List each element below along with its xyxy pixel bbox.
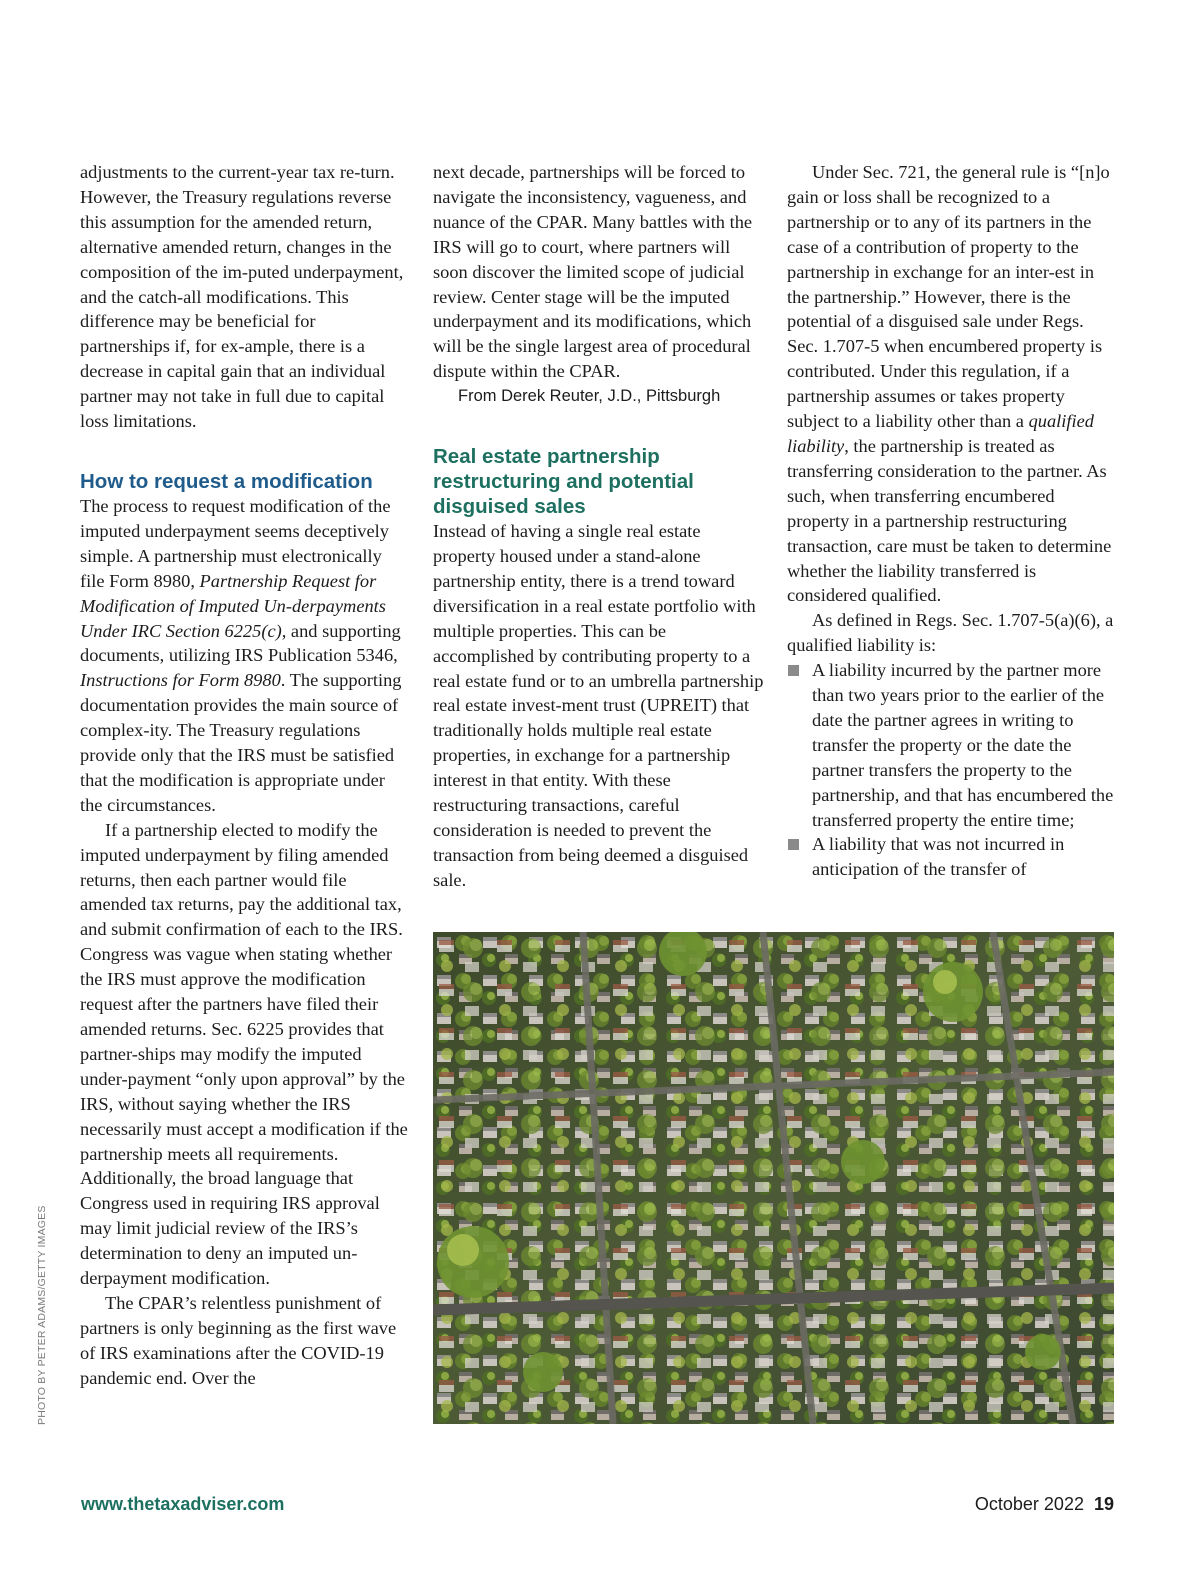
paragraph: adjustments to the current-year tax re-turn. However, the Treasury regulations reverse this assumption for the amended return, alternative amended return, changes in the composition of the im-puted underpayment, and the catch-all modifications. This difference may be beneficial for partnerships if, for ex-ample, there is a decrease in capital gain that an individual partner may not take in full due to capital loss limitations. (80, 162, 404, 432)
paragraph: next decade, partnerships will be forced to navigate the inconsistency, vagueness, and nuance of the CPAR. Many battles with the IRS will go to court, where partners will soon discover the limited scope of judicial review. Center stage will be the imputed underpayment and its modifications, which will be the single largest area of procedural dispute within the CPAR. (433, 162, 753, 382)
author-byline: From Derek Reuter, J.D., Pittsburgh (458, 387, 721, 406)
defined-term: qualified liability (787, 411, 1094, 456)
bullet-list (787, 658, 1117, 882)
paragraph: Under Sec. 721, the general rule is “[n]o gain or loss shall be recognized to a partnership or to any of its partners in the case of a contribution of property to the partnership in exchange for an inter-est in the partnership.” However, there is the potential of a disguised sale under Regs. Sec. 1.707-5 when encumbered property is contributed. Under this regulation, if a partnership assumes or takes property subject to a liability other than a qualified liability, the partnership is treated as transferring consideration to the partner. As such, when transferring encumbered property in a partnership restructuring transaction, care must be taken to determine whether the liability transferred is considered qualified. (787, 162, 1112, 606)
footer-issue-info (975, 1494, 1114, 1515)
square-bullet-icon (788, 839, 799, 850)
issue-date: October 2022 (974, 1494, 1084, 1514)
publication-title: Instructions for Form 8980 (80, 670, 281, 691)
section-heading-modification: How to request a modification (80, 469, 373, 493)
text-column-1 (80, 160, 410, 1391)
form-title: Partnership Request for Modification of Imputed Un-derpayments Under IRC Section 6225(c) (80, 570, 386, 641)
page-number: 19 (1093, 1494, 1114, 1514)
square-bullet-icon (788, 665, 799, 676)
paragraph: As defined in Regs. Sec. 1.707-5(a)(6), a qualified liability is: (787, 610, 1114, 656)
section-heading-real-estate: Real estate partnership restructuring and potential disguised sales (433, 445, 694, 519)
paragraph: Instead of having a single real estate property housed under a stand-alone partnership entity, there is a trend toward diversification in a real estate portfolio with multiple properties. This can be accomplished by contributing property to a real estate fund or to an umbrella partnership real estate invest-ment trust (UPREIT) that traditionally holds multiple real estate properties, in exchange for a partnership interest in that entity. With these restructuring transactions, careful consideration is needed to prevent the transaction from being deemed a disguised sale. (433, 521, 764, 890)
aerial-neighborhood-photo (433, 932, 1114, 1424)
text-column-2 (433, 160, 765, 893)
photo-credit: PHOTO BY PETER ADAMS/GETTY IMAGES (36, 1205, 48, 1425)
paragraph: The CPAR’s relentless punishment of partners is only beginning as the first wave of IRS examinations after the COVID-19 pandemic end. Over the (80, 1292, 397, 1388)
paragraph: If a partnership elected to modify the imputed underpayment by filing amended returns, then each partner would file amended tax returns, pay the additional tax, and submit confirmation of each to the IRS. Congress was vague when stating whether the IRS must approve the modification request after the partners have filed their amended returns. Sec. 6225 provides that partner-ships may modify the imputed under-payment “only upon approval” by the IRS, without saying whether the IRS necessarily must accept a modification if the partnership meets all requirements. Additionally, the broad language that Congress used in requiring IRS approval may limit judicial review of the IRS’s determination to deny an imputed un-derpayment modification. (80, 819, 408, 1289)
list-item: A liability incurred by the partner more than two years prior to the earlier of the date the partner agrees in writing to transfer the property or the date the partner transfers the property to the partnership, and that has encumbered the transferred property the entire time; (787, 658, 1117, 832)
footer-website-link[interactable]: www.thetaxadviser.com (81, 1494, 285, 1514)
list-item: A liability that was not incurred in anticipation of the transfer of (787, 832, 1117, 882)
text-column-3 (787, 160, 1117, 882)
paragraph: The process to request modification of the imputed underpayment seems deceptively simple. A partnership must electronically file Form 8980, Partnership Request for Modification of Imputed Un-derpayments Under IRC Section 6225(c), and supporting documents, utilizing IRS Publication 5346, Instructions for Form 8980. The supporting documentation provides the main source of complex-ity. The Treasury regulations provide only that the IRS must be satisfied that the modification is appropriate under the circumstances. (80, 495, 402, 815)
